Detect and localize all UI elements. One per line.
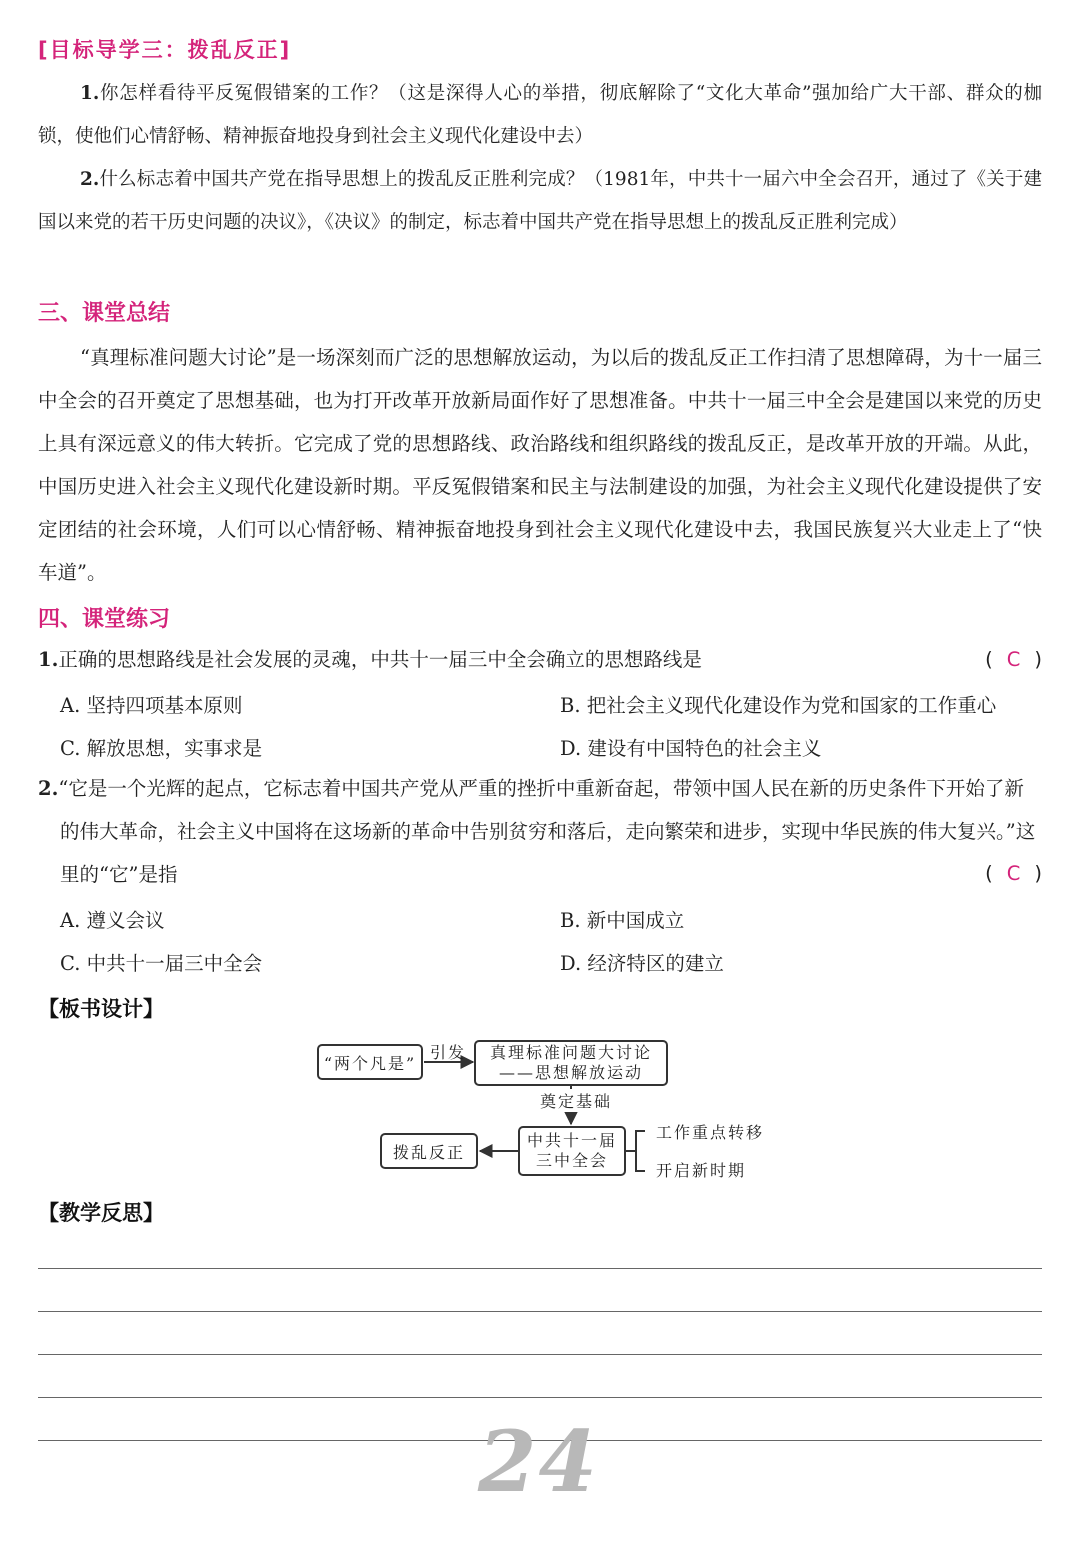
box-boluan-fanzheng: 拨乱反正 bbox=[380, 1133, 478, 1169]
question-text: 什么标志着中国共产党在指导思想上的拨乱反正胜利完成？（1981年，中共十一届六中全会召开，通过了《关于建国以来党的若干历史问题的决议》，《决议》的制定，标志着中国共产党在指导思想上的拨乱反正胜利完成） bbox=[38, 169, 1042, 233]
writing-line bbox=[38, 1268, 1042, 1269]
option-a: A. 遵义会议 bbox=[60, 909, 165, 932]
writing-line bbox=[38, 1311, 1042, 1312]
question-text: “它是一个光辉的起点，它标志着中国共产党从严重的挫折中重新奋起，带领中国人民在新的历史条件下开始了新的伟大革命，社会主义中国将在这场新的革命中告别贫穷和落后，走向繁荣和进步，实现中华民族的伟大复兴。”这里的“它”是指 bbox=[58, 777, 1036, 886]
option-b: B. 把社会主义现代化建设作为党和国家的工作重心 bbox=[560, 694, 997, 717]
box-two-whatevers: “两个凡是” bbox=[317, 1044, 423, 1080]
board-heading: 【板书设计】 bbox=[38, 997, 164, 1021]
option-c: C. 中共十一届三中全会 bbox=[60, 952, 263, 975]
branch-label-2: 开启新时期 bbox=[656, 1161, 747, 1180]
reflection-heading: 【教学反思】 bbox=[38, 1201, 164, 1225]
question-number: 2. bbox=[38, 777, 59, 800]
box-third-plenum: 中共十一届 三中全会 bbox=[518, 1126, 626, 1176]
option-c: C. 解放思想，实事求是 bbox=[60, 737, 263, 760]
box-truth-discussion: 真理标准问题大讨论 ——思想解放运动 bbox=[474, 1040, 668, 1086]
branch-bracket bbox=[626, 1131, 645, 1171]
question-number: 1. bbox=[80, 83, 100, 104]
exercise-heading: 四、课堂练习 bbox=[38, 607, 171, 632]
option-d: D. 经济特区的建立 bbox=[560, 952, 724, 975]
branch-label-1: 工作重点转移 bbox=[656, 1123, 765, 1142]
label-trigger: 引发 bbox=[430, 1043, 467, 1062]
option-a: A. 坚持四项基本原则 bbox=[60, 694, 243, 717]
answer-bracket-2: ( C ) bbox=[985, 862, 1042, 885]
question-text: 正确的思想路线是社会发展的灵魂，中共十一届三中全会确立的思想路线是 bbox=[58, 648, 702, 671]
writing-line bbox=[38, 1397, 1042, 1398]
option-d: D. 建设有中国特色的社会主义 bbox=[560, 737, 822, 760]
question-number: 2. bbox=[80, 169, 100, 190]
summary-paragraph: “真理标准问题大讨论”是一场深刻而广泛的思想解放运动，为以后的拨乱反正工作扫清了思想障碍，为十一届三中全会的召开奠定了思想基础，也为打开改革开放新局面作好了思想准备。中共十一届三中全会是建国以来党的历史上具有深远意义的伟大转折。它完成了党的思想路线、政治路线和组织路线的拨乱反正，是改革开放的开端。从此，中国历史进入社会主义现代化建设新时期。平反冤假错案和民主与法制建设的加强，为社会主义现代化建设提供了安定团结的社会环境，人们可以心情舒畅、精神振奋地投身到社会主义现代化建设中去，我国民族复兴大业走上了“快车道”。 bbox=[38, 346, 1042, 584]
page-number: 24 bbox=[478, 1412, 599, 1511]
option-b: B. 新中国成立 bbox=[560, 909, 685, 932]
answer-letter: C bbox=[1006, 862, 1021, 885]
writing-line bbox=[38, 1354, 1042, 1355]
label-foundation: 奠定基础 bbox=[540, 1089, 612, 1112]
summary-heading: 三、课堂总结 bbox=[38, 301, 171, 326]
question-text: 你怎样看待平反冤假错案的工作？（这是深得人心的举措，彻底解除了“文化大革命”强加给广大干部、群众的枷锁，使他们心情舒畅、精神振奋地投身到社会主义现代化建设中去） bbox=[38, 83, 1042, 147]
question-number: 1. bbox=[38, 648, 59, 671]
answer-bracket-1: ( C ) bbox=[985, 648, 1042, 671]
goal3-heading: [目标导学三：拨乱反正] bbox=[38, 38, 292, 62]
answer-letter: C bbox=[1006, 648, 1021, 671]
